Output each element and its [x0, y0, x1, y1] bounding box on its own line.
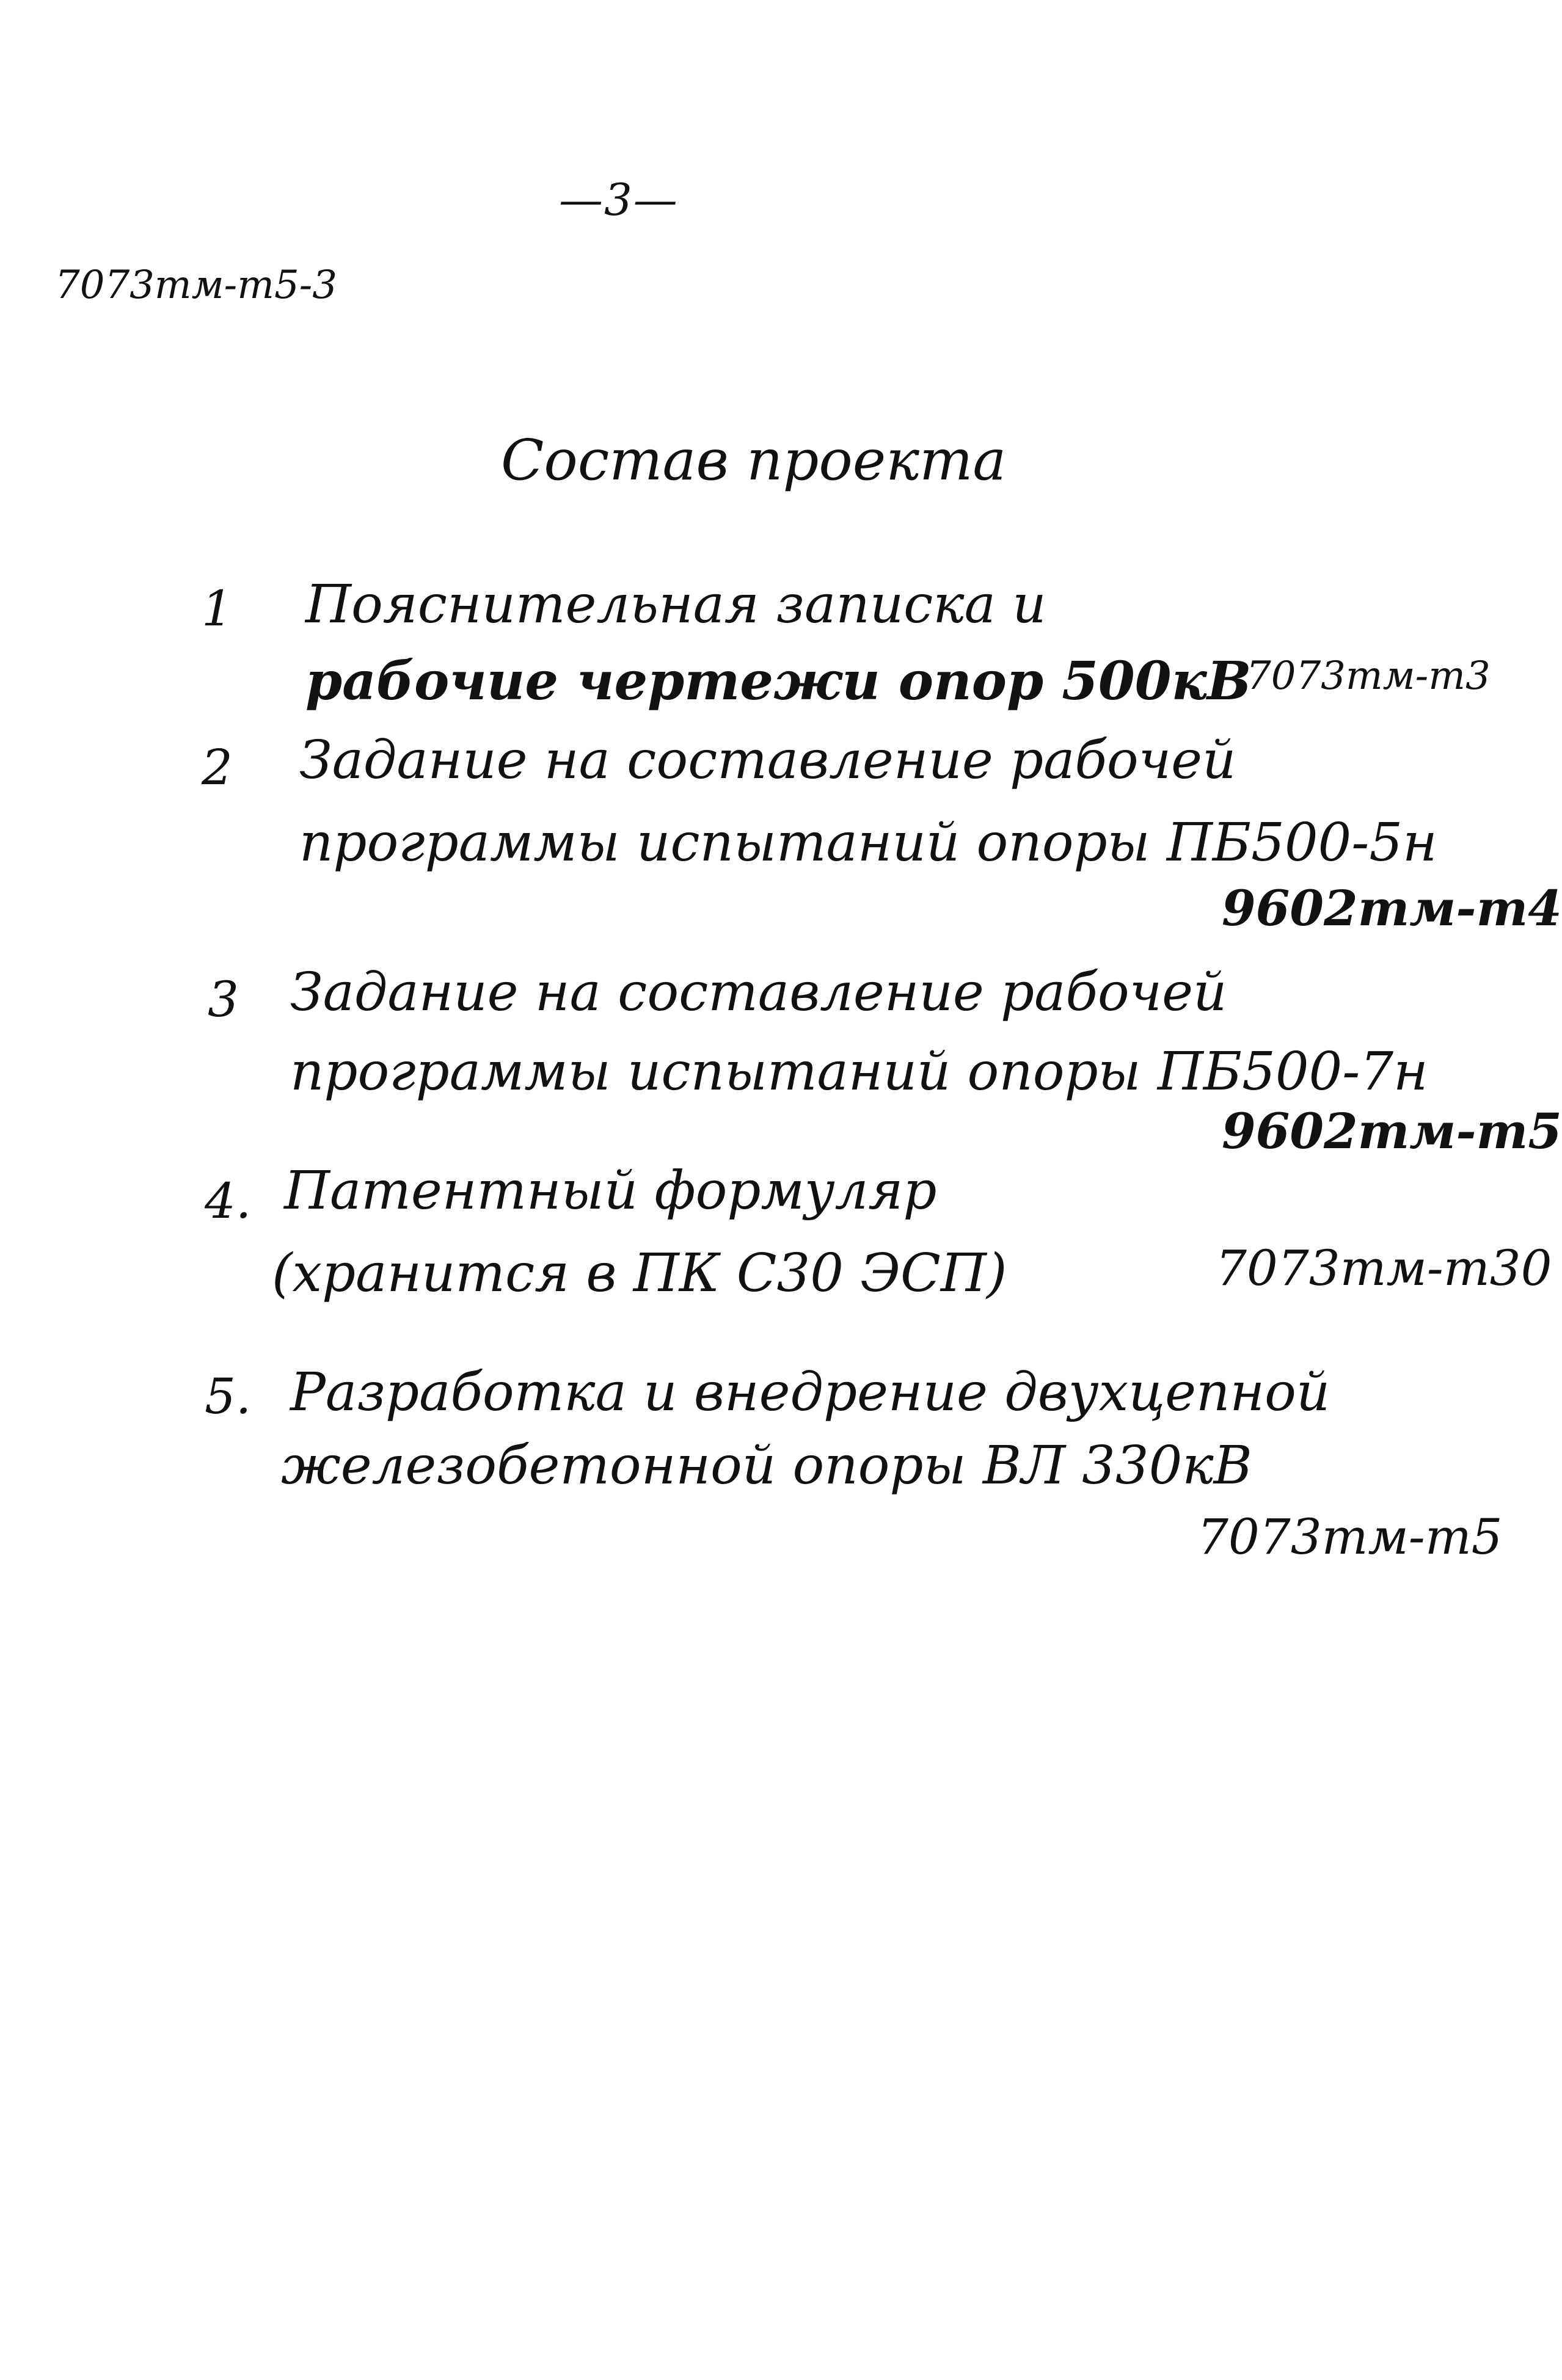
item-number: 5. — [205, 1368, 252, 1425]
item-line: (хранится в ПК С30 ЭСП) — [272, 1243, 1007, 1304]
item-code: 7073тм-т30 — [1216, 1240, 1552, 1297]
item-code: 9602тм-т5 — [1222, 1102, 1562, 1160]
item-line: программы испытаний опоры ПБ500-5н — [299, 812, 1437, 873]
item-number: 4. — [205, 1173, 252, 1229]
item-number: 2 — [202, 739, 233, 796]
page-title: Состав проекта — [501, 428, 1007, 493]
item-line: Разработка и внедрение двухцепной — [290, 1362, 1330, 1423]
item-code: 7073тм-т5 — [1197, 1508, 1503, 1565]
item-line: Патентный формуляр — [284, 1160, 937, 1221]
item-code: 7073тм-т3 — [1246, 653, 1491, 699]
item-line: рабочие чертежи опор 500кВ — [305, 650, 1252, 712]
item-line: программы испытаний опоры ПБ500-7н — [290, 1041, 1428, 1102]
page-number: —3— — [559, 174, 679, 225]
item-number: 1 — [202, 580, 233, 637]
item-line: Пояснительная записка и — [305, 574, 1046, 635]
item-line: Задание на составление рабочей — [299, 730, 1236, 791]
item-line: железобетонной опоры ВЛ 330кВ — [281, 1435, 1252, 1496]
item-number: 3 — [208, 971, 239, 1028]
document-code: 7073тм-т5-3 — [55, 263, 337, 308]
item-code: 9602тм-т4 — [1222, 879, 1562, 937]
item-line: Задание на составление рабочей — [290, 962, 1227, 1023]
